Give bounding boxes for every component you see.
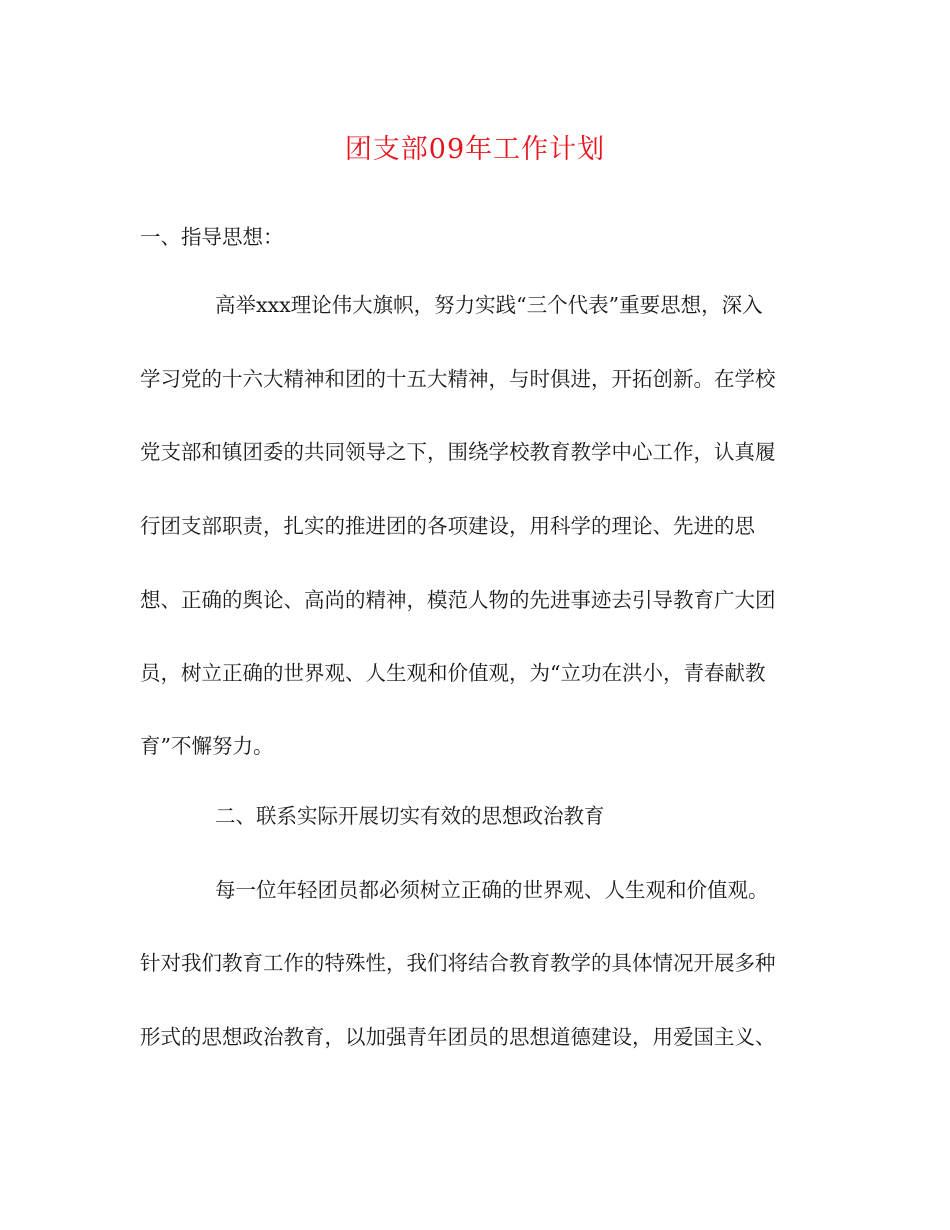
paragraph-1-line-5: 想、正确的舆论、高尚的精神，模范人物的先进事迹去引导教育广大团 [140,588,776,612]
document-title: 团支部09年工作计划 [344,134,606,165]
paragraph-2-line-2: 针对我们教育工作的特殊性，我们将结合教育教学的具体情况开展多种 [140,951,776,975]
paragraph-1-line-4: 行团支部职责，扎实的推进团的各项建设，用科学的理论、先进的思 [140,514,755,538]
section-heading-political-education: 二、联系实际开展切实有效的思想政治教育 [215,804,605,828]
paragraph-1-line-3: 党支部和镇团委的共同领导之下，围绕学校教育教学中心工作，认真履 [140,440,776,464]
paragraph-2-line-1: 每一位年轻团员都必须树立正确的世界观、人生观和价值观。 [215,878,769,902]
paragraph-1-line-6: 员，树立正确的世界观、人生观和价值观，为“立功在洪小，青春献教 [140,661,766,685]
paragraph-1-line-1: 高举xxx理论伟大旗帜，努力实践“三个代表”重要思想，深入 [215,293,763,317]
paragraph-1-line-2: 学习党的十六大精神和团的十五大精神，与时俱进，开拓创新。在学校 [140,367,776,391]
section-heading-guiding-ideology: 一、指导思想： [140,225,284,249]
paragraph-2-line-3: 形式的思想政治教育，以加强青年团员的思想道德建设，用爱国主义、 [140,1025,776,1049]
paragraph-1-line-7: 育”不懈努力。 [140,734,274,758]
